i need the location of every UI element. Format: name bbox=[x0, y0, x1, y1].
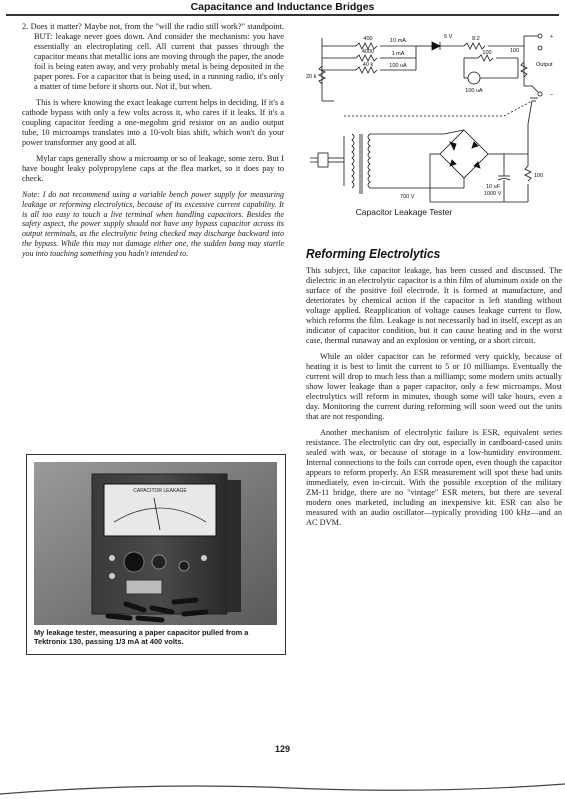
label-5v: 5 V bbox=[444, 34, 453, 40]
right-column bbox=[306, 266, 562, 534]
label-10uf: 10 uF bbox=[486, 184, 501, 190]
label-400: 400 bbox=[363, 36, 373, 42]
label-100-b: 100 bbox=[510, 48, 520, 54]
left-column bbox=[22, 22, 284, 265]
mylar-paragraph: Mylar caps generally show a microamp or so of leakage, some zero. But I have bought leaky polypropylene caps at the flea market, so it does pay to check. bbox=[22, 154, 284, 183]
photo-caption: My leakage tester, measuring a paper capacitor pulled from a Tektronix 130, passing 1/3 mA at 400 volts. bbox=[34, 628, 249, 646]
label-100ua-meter: 100 uA bbox=[465, 88, 483, 94]
schematic-caption: Capacitor Leakage Tester bbox=[355, 207, 453, 217]
header-title: Capacitance and Inductance Bridges bbox=[190, 1, 375, 13]
leakage-paragraph: This is where knowing the exact leakage current helps in deciding. If it's a cathode bypass with only a few volts across it, who cares if it leaks. If it's a coupling capacitor feeding a one-megohm grid resistor on an audio output tube, 10 microamps translates into a 10-volt bias shift, which won't do your power transformer any good at all. bbox=[22, 98, 284, 147]
page-number: 129 bbox=[274, 744, 291, 754]
label-100ua: 100 uA bbox=[389, 63, 407, 69]
label-40k: 40 k bbox=[362, 62, 374, 68]
note-paragraph: Note: I do not recommend using a variable bench power supply for measuring leakage or reforming electrolytics, because of its excessive current capability. It is all too easy to touch a live terminal when handling capacitors. Besides the safety aspect, the power supply should not have any bypass capacitor across its output terminals, as the electrolytic being checked may discharge backward into the bypass. While this may not damage either one, the sudden bang may startle you into touching something you hadn't intended to. bbox=[22, 190, 284, 258]
label-output: Output bbox=[536, 62, 553, 68]
label-700v: 700 V bbox=[400, 194, 415, 200]
running-header bbox=[0, 0, 565, 16]
leakage-tester-photo bbox=[34, 462, 277, 625]
label-10ma: 10 mA bbox=[390, 38, 406, 44]
tester-photo-drawing bbox=[34, 462, 277, 625]
header-rule bbox=[6, 14, 559, 16]
label-plus: + bbox=[550, 34, 554, 40]
label-20k: 20 k bbox=[306, 74, 317, 80]
meter-label: CAPACITOR LEAKAGE bbox=[133, 488, 187, 494]
label-100-c: 100 bbox=[534, 173, 544, 179]
label-4000: 4000 bbox=[361, 49, 375, 55]
reforming-paragraph: While an older capacitor can be reformed very quickly, because of heating it is best to limit the current to 5 or 10 milliamps. Eventually the current will drop to much less than a milliamp; some modern units actually show lower leakage than a paper capacitor, only a few microamps. Most electrolytics will reform in minutes, though some will take hours, even a day. Monitoring the current during reforming will soon weed out the units that are not responding. bbox=[306, 352, 562, 421]
esr-paragraph: Another mechanism of electrolytic failure is ESR, equivalent series resistance. The electrolytic can dry out, especially in cardboard-cased units sealed with wax, or because of storage in a low-humidity environment. Internal connections to the foils can corrode open, even though the capacitor appears to reform properly. An ESR measurement will spot these bad units immediately, even in-circuit. With the possible exception of the military ZM-11 bridge, there are no "vintage" ESR meters, but there are several modern ones marketed, including an inexpensive kit. ESR can also be measured with an audio oscillator—typically providing 100 kHz—and an AC DVM. bbox=[306, 428, 562, 527]
section-heading: Reforming Electrolytics bbox=[306, 246, 441, 261]
label-100-a: 100 bbox=[482, 50, 492, 56]
label-1ma: 1 mA bbox=[391, 51, 405, 57]
label-8-2: 8.2 bbox=[472, 36, 480, 42]
scan-edge-mark bbox=[0, 774, 565, 799]
item-2-paragraph: 2. Does it matter? Maybe not, from the "will the radio still work?" standpoint. BUT: leakage never goes down. And consider the mechanism: you have essentially an electroplating cell. All current that passes through the capacitor means that metallic ions are moving through the paper, the anode foil is being eaten away, and very probably metal is being deposited in the paper pores. For a capacitor that is being used, in a running radio, it's only a matter of time before it shorts out. Not if, but when. bbox=[22, 22, 284, 91]
capacitor-leakage-tester-schematic bbox=[304, 26, 562, 226]
label-1000v: 1000 V bbox=[484, 191, 502, 197]
photo-figure bbox=[26, 454, 286, 655]
dielectric-paragraph: This subject, like capacitor leakage, has been cussed and discussed. The dielectric in an electrolytic capacitor is a thin film of aluminum oxide on the surface of the positive foil electrode. It is formed at manufacture, and deteriorates by chemical action if the capacitor is left standing without voltage applied. Reapplication of voltage causes leakage current to flow, which reforms the film. Leakage is not necessarily bad in itself, except as an indicator of capacitor condition, but it can cause heating and in the worst case, thermal runaway and an explosion or venting, or a short circuit. bbox=[306, 266, 562, 345]
label-minus: – bbox=[550, 92, 554, 98]
